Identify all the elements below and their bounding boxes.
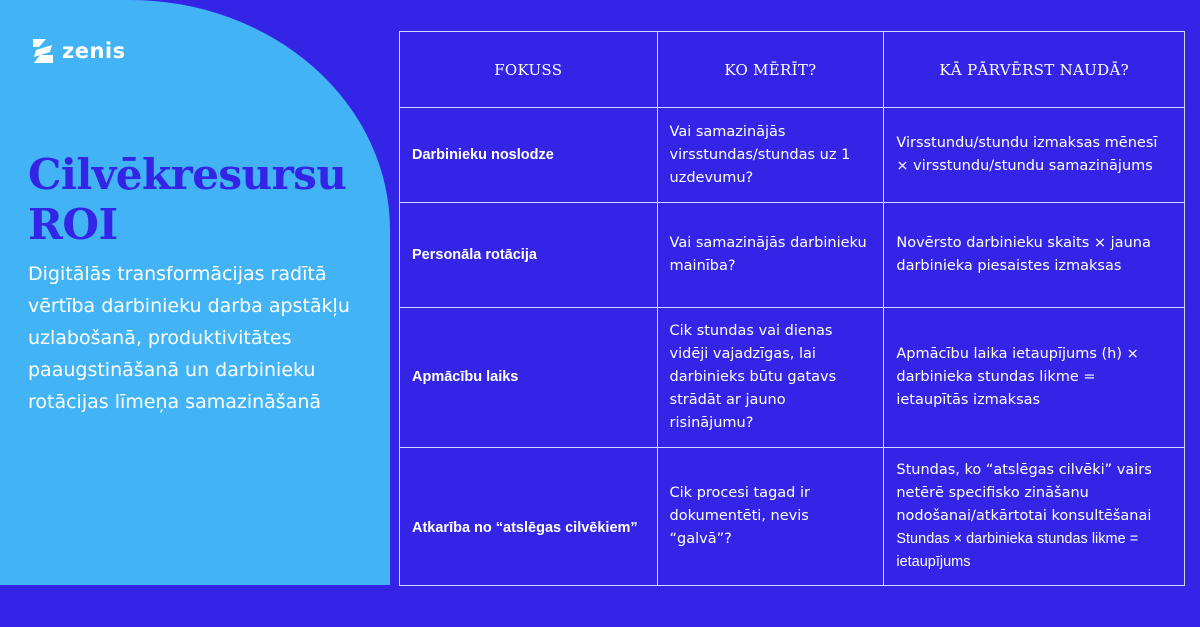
table-row	[400, 203, 1185, 308]
cell-focus: Atkarība no “atslēgas cilvēkiem”	[400, 448, 658, 586]
cell-convert: Apmācību laika ietaupījums (h) × darbinieka stundas likme = ietaupītās izmaksas	[884, 308, 1185, 448]
cell-measure: Cik procesi tagad ir dokumentēti, nevis “galvā”?	[657, 448, 884, 586]
cell-convert-text: Stundas, ko “atslēgas cilvēki” vairs netērē specifisko zināšanu nodošanai/atkārtotai konsultēšanai	[896, 462, 1152, 524]
header-convert: KĀ PĀRVĒRST NAUDĀ?	[884, 32, 1185, 108]
brand-name: zenis	[62, 39, 126, 63]
cell-measure: Vai samazinājās virsstundas/stundas uz 1 uzdevumu?	[657, 108, 884, 203]
cell-convert	[884, 448, 1185, 586]
cell-convert: Novērsto darbinieku skaits × jauna darbinieka piesaistes izmaksas	[884, 203, 1185, 308]
header-focus: FOKUSS	[400, 32, 658, 108]
cell-focus: Personāla rotācija	[400, 203, 658, 308]
page-title: Cilvēkresursu ROI	[28, 150, 347, 249]
page-subtitle: Digitālās transformācijas radītā vērtība darbinieku darba apstākļu uzlabošanā, produktivitātes paaugstināšanā un darbinieku rotācijas līmeņa samazināšanā	[28, 263, 350, 413]
brand-logo[interactable]	[30, 36, 126, 66]
table-row	[400, 308, 1185, 448]
cell-convert-formula: Stundas × darbinieka stundas likme = ietaupījums	[896, 531, 1139, 570]
cell-focus: Apmācību laiks	[400, 308, 658, 448]
table-row	[400, 448, 1185, 586]
cell-focus: Darbinieku noslodze	[400, 108, 658, 203]
zenis-logo-icon	[30, 36, 56, 66]
cell-measure: Cik stundas vai dienas vidēji vajadzīgas, lai darbinieks būtu gatavs strādāt ar jauno risinājumu?	[657, 308, 884, 448]
roi-table	[399, 31, 1185, 586]
table-header-row	[400, 32, 1185, 108]
cell-measure: Vai samazinājās darbinieku mainība?	[657, 203, 884, 308]
table-row	[400, 108, 1185, 203]
header-measure: KO MĒRĪT?	[657, 32, 884, 108]
hero-panel	[0, 0, 390, 585]
cell-convert: Virsstundu/stundu izmaksas mēnesī × virsstundu/stundu samazinājums	[884, 108, 1185, 203]
